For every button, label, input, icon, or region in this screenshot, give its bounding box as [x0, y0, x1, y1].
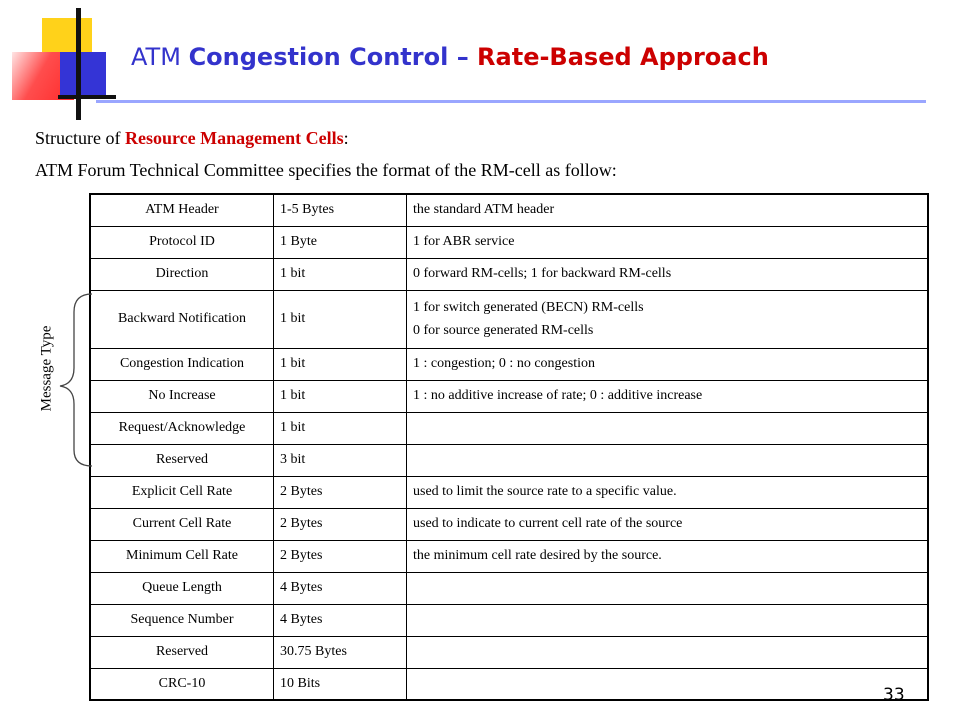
- title-part-1: ATM: [131, 43, 189, 71]
- desc-cell: [407, 412, 929, 444]
- desc-line-2: 0 for source generated RM-cells: [413, 323, 594, 338]
- desc-cell: [407, 290, 929, 348]
- size-cell: 2 Bytes: [274, 508, 407, 540]
- logo-horizontal-bar: [58, 95, 116, 99]
- table-row: [90, 290, 928, 348]
- table-row: [90, 540, 928, 572]
- size-cell: 1-5 Bytes: [274, 194, 407, 226]
- size-cell: 1 Byte: [274, 226, 407, 258]
- desc-cell: used to limit the source rate to a specific value.: [407, 476, 929, 508]
- table-row: [90, 572, 928, 604]
- desc-cell: [407, 668, 929, 700]
- title-part-2: Congestion Control –: [188, 43, 478, 71]
- intro-line-1: [35, 128, 349, 149]
- desc-cell: [407, 444, 929, 476]
- table-row: [90, 444, 928, 476]
- size-cell: 10 Bits: [274, 668, 407, 700]
- table-row: [90, 604, 928, 636]
- title-part-3: Rate-Based Approach: [477, 43, 769, 71]
- field-cell: No Increase: [90, 380, 274, 412]
- desc-cell: [407, 636, 929, 668]
- intro-line-1-suffix: :: [343, 128, 349, 148]
- page-number: 33: [883, 685, 905, 705]
- field-cell: Current Cell Rate: [90, 508, 274, 540]
- field-cell: Sequence Number: [90, 604, 274, 636]
- desc-cell: used to indicate to current cell rate of the source: [407, 508, 929, 540]
- field-cell: Protocol ID: [90, 226, 274, 258]
- message-type-brace: [58, 290, 98, 470]
- rm-cell-table: [89, 193, 929, 701]
- table-row: [90, 258, 928, 290]
- size-cell: 1 bit: [274, 348, 407, 380]
- table-row: [90, 412, 928, 444]
- table-row: [90, 348, 928, 380]
- field-cell: Minimum Cell Rate: [90, 540, 274, 572]
- field-cell: Direction: [90, 258, 274, 290]
- field-cell: Congestion Indication: [90, 348, 274, 380]
- size-cell: 2 Bytes: [274, 540, 407, 572]
- title-underline: [96, 100, 926, 103]
- size-cell: 1 bit: [274, 380, 407, 412]
- table-row: [90, 476, 928, 508]
- desc-cell: [407, 572, 929, 604]
- field-cell: Request/Acknowledge: [90, 412, 274, 444]
- size-cell: 3 bit: [274, 444, 407, 476]
- logo-vertical-bar: [76, 8, 81, 120]
- logo-blue-square: [60, 52, 106, 96]
- size-cell: 1 bit: [274, 290, 407, 348]
- size-cell: 2 Bytes: [274, 476, 407, 508]
- field-cell: Queue Length: [90, 572, 274, 604]
- field-cell: ATM Header: [90, 194, 274, 226]
- table-row: [90, 380, 928, 412]
- field-cell: Backward Notification: [90, 290, 274, 348]
- table-row: [90, 226, 928, 258]
- size-cell: 30.75 Bytes: [274, 636, 407, 668]
- desc-cell: [407, 604, 929, 636]
- desc-cell: 1 : no additive increase of rate; 0 : additive increase: [407, 380, 929, 412]
- desc-cell: 1 for ABR service: [407, 226, 929, 258]
- desc-cell: 0 forward RM-cells; 1 for backward RM-cells: [407, 258, 929, 290]
- desc-cell: the standard ATM header: [407, 194, 929, 226]
- intro-line-1-prefix: Structure of: [35, 128, 125, 148]
- size-cell: 4 Bytes: [274, 604, 407, 636]
- slide-title: [131, 43, 769, 71]
- intro-line-2: ATM Forum Technical Committee specifies the format of the RM-cell as follow:: [35, 160, 617, 180]
- table-row: [90, 636, 928, 668]
- field-cell: Reserved: [90, 636, 274, 668]
- field-cell: Explicit Cell Rate: [90, 476, 274, 508]
- intro-line-1-highlight: Resource Management Cells: [124, 128, 344, 148]
- desc-cell: the minimum cell rate desired by the source.: [407, 540, 929, 572]
- size-cell: 1 bit: [274, 412, 407, 444]
- field-cell: Reserved: [90, 444, 274, 476]
- table-row: [90, 668, 928, 700]
- size-cell: 4 Bytes: [274, 572, 407, 604]
- desc-cell: 1 : congestion; 0 : no congestion: [407, 348, 929, 380]
- table-row: [90, 508, 928, 540]
- desc-line-1: 1 for switch generated (BECN) RM-cells: [413, 300, 644, 315]
- size-cell: 1 bit: [274, 258, 407, 290]
- field-cell: CRC-10: [90, 668, 274, 700]
- message-type-label: Message Type: [38, 325, 55, 412]
- table-row: [90, 194, 928, 226]
